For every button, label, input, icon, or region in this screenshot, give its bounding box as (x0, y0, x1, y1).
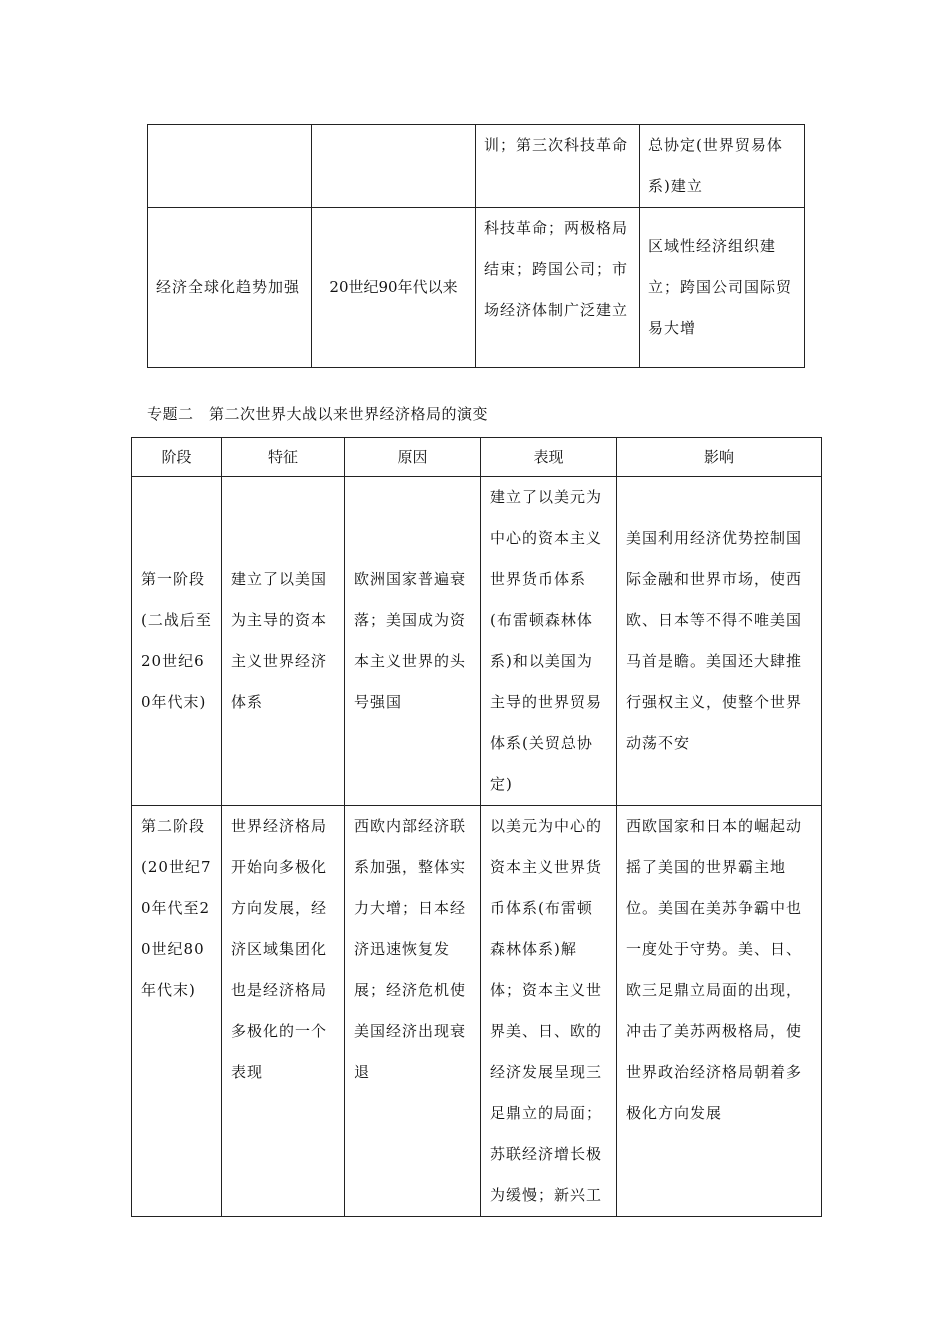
table-cell: 建立了以美国为主导的资本主义世界经济体系 (222, 477, 345, 806)
table-cell: 建立了以美元为中心的资本主义世界货币体系(布雷顿森林体系)和以美国为主导的世界贸易体系(关贸总协定) (481, 477, 617, 806)
table-row (148, 208, 805, 368)
column-header: 特征 (222, 438, 345, 477)
table-cell (312, 125, 476, 208)
table-row (132, 477, 822, 806)
table-cell: 科技革命；两极格局结束；跨国公司；市场经济体制广泛建立 (476, 208, 640, 368)
evolution-table (131, 437, 822, 1217)
table-header-row (132, 438, 822, 477)
table-cell: 总协定(世界贸易体系)建立 (640, 125, 805, 208)
table-cell: 区域性经济组织建立；跨国公司国际贸易大增 (640, 208, 805, 368)
table-row (132, 806, 822, 1217)
column-header: 原因 (345, 438, 481, 477)
column-header: 影响 (617, 438, 822, 477)
table-cell: 20世纪90年代以来 (312, 208, 476, 368)
table-cell (148, 125, 312, 208)
table-cell: 第一阶段(二战后至20世纪60年代末) (132, 477, 222, 806)
column-header: 阶段 (132, 438, 222, 477)
continued-table (147, 124, 805, 368)
table-row (148, 125, 805, 208)
table-cell: 美国利用经济优势控制国际金融和世界市场，使西欧、日本等不得不唯美国马首是瞻。美国还大肆推行强权主义，使整个世界动荡不安 (617, 477, 822, 806)
table-cell: 第二阶段(20世纪70年代至20世纪80年代末) (132, 806, 222, 1217)
table-cell: 西欧国家和日本的崛起动摇了美国的世界霸主地位。美国在美苏争霸中也一度处于守势。美、日、欧三足鼎立局面的出现，冲击了美苏两极格局，使世界政治经济格局朝着多极化方向发展 (617, 806, 822, 1217)
table-cell: 世界经济格局开始向多极化方向发展，经济区域集团化也是经济格局多极化的一个表现 (222, 806, 345, 1217)
column-header: 表现 (481, 438, 617, 477)
table-cell: 西欧内部经济联系加强，整体实力大增；日本经济迅速恢复发展；经济危机使美国经济出现衰退 (345, 806, 481, 1217)
table-cell: 以美元为中心的资本主义世界货币体系(布雷顿森林体系)解体；资本主义世界美、日、欧的经济发展呈现三足鼎立的局面；苏联经济增长极为缓慢；新兴工 (481, 806, 617, 1217)
table-cell: 经济全球化趋势加强 (148, 208, 312, 368)
table-cell: 训；第三次科技革命 (476, 125, 640, 208)
table-cell: 欧洲国家普遍衰落；美国成为资本主义世界的头号强国 (345, 477, 481, 806)
section-title: 专题二 第二次世界大战以来世界经济格局的演变 (147, 405, 489, 423)
